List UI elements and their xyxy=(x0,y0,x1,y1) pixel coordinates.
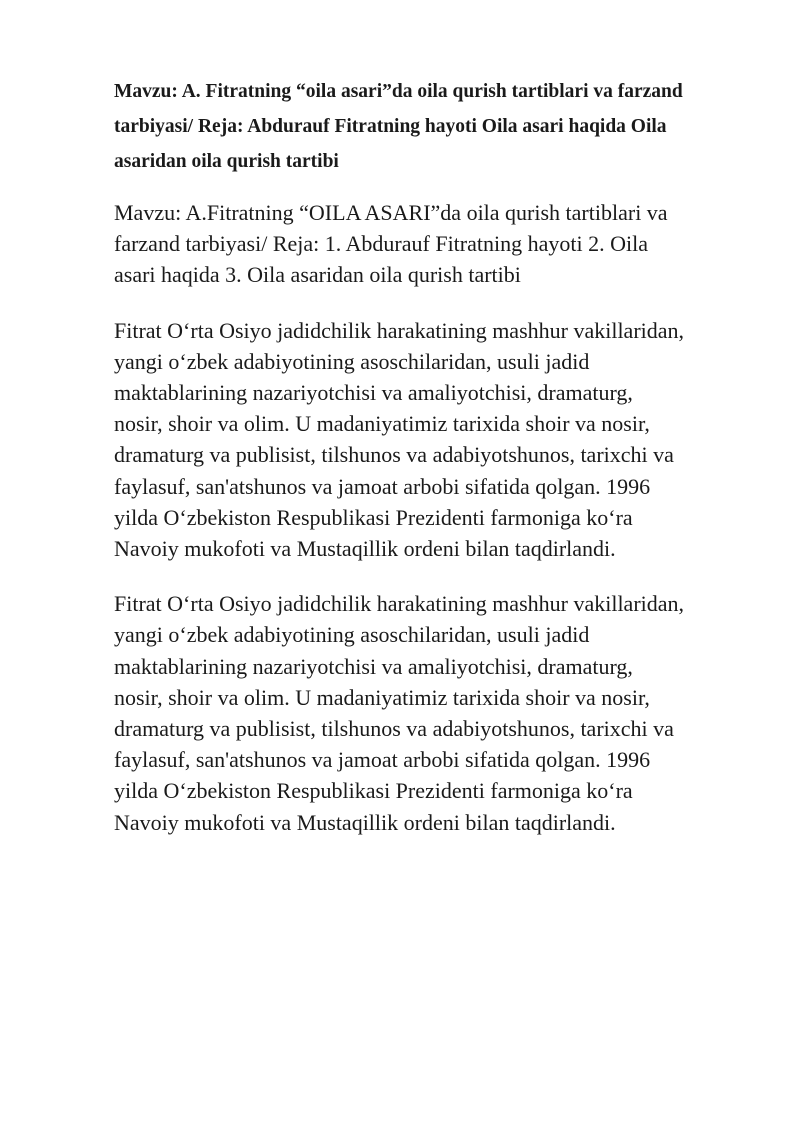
title-line: asaridan oila qurish tartibi xyxy=(114,151,339,172)
title-line: Mavzu: A. Fitratning “oila asari”da oila qurish tartiblari va farzand xyxy=(114,81,683,102)
paragraph-line: Navoiy mukofoti va Mustaqillik ordeni bilan taqdirlandi. xyxy=(114,809,616,835)
paragraph-line: dramaturg va publisist, tilshunos va adabiyotshunos, tarixchi va xyxy=(114,716,674,742)
paragraph-biography-repeat xyxy=(114,588,750,838)
paragraph-line: Fitrat O‘rta Osiyo jadidchilik harakatining mashhur vakillaridan, xyxy=(114,317,685,343)
paragraph-line: Fitrat O‘rta Osiyo jadidchilik harakatining mashhur vakillaridan, xyxy=(114,591,685,617)
paragraph-line: yangi o‘zbek adabiyotining asoschilaridan, usuli jadid xyxy=(114,348,590,374)
paragraph-line: farzand tarbiyasi/ Reja: 1. Abdurauf Fitratning hayoti 2. Oila xyxy=(114,231,648,257)
paragraph-line: Mavzu: A.Fitratning “OILA ASARI”da oila qurish tartiblari va xyxy=(114,200,668,225)
paragraph-line: yilda O‘zbekiston Respublikasi Prezidenti farmoniga ko‘ra xyxy=(114,778,633,804)
paragraph-line: dramaturg va publisist, tilshunos va adabiyotshunos, tarixchi va xyxy=(114,442,674,468)
paragraph-plan xyxy=(114,197,750,291)
paragraph-line: nosir, shoir va olim. U madaniyatimiz tarixida shoir va nosir, xyxy=(114,411,650,437)
paragraph-line: asari haqida 3. Oila asaridan oila qurish tartibi xyxy=(114,262,521,288)
paragraph-line: nosir, shoir va olim. U madaniyatimiz tarixida shoir va nosir, xyxy=(114,684,650,710)
paragraph-biography xyxy=(114,315,750,565)
paragraph-line: yangi o‘zbek adabiyotining asoschilaridan, usuli jadid xyxy=(114,622,590,648)
paragraph-line: yilda O‘zbekiston Respublikasi Prezidenti farmoniga ko‘ra xyxy=(114,504,633,530)
paragraph-line: maktablarining nazariyotchisi va amaliyotchisi, dramaturg, xyxy=(114,653,633,679)
paragraph-line: faylasuf, san'atshunos va jamoat arbobi sifatida qolgan. 1996 xyxy=(114,747,651,773)
paragraph-line: Navoiy mukofoti va Mustaqillik ordeni bilan taqdirlandi. xyxy=(114,536,616,562)
paragraph-line: maktablarining nazariyotchisi va amaliyotchisi, dramaturg, xyxy=(114,380,633,406)
document-title xyxy=(114,74,750,179)
paragraph-line: faylasuf, san'atshunos va jamoat arbobi sifatida qolgan. 1996 xyxy=(114,473,651,499)
title-line: tarbiyasi/ Reja: Abdurauf Fitratning hayoti Oila asari haqida Oila xyxy=(114,116,667,137)
